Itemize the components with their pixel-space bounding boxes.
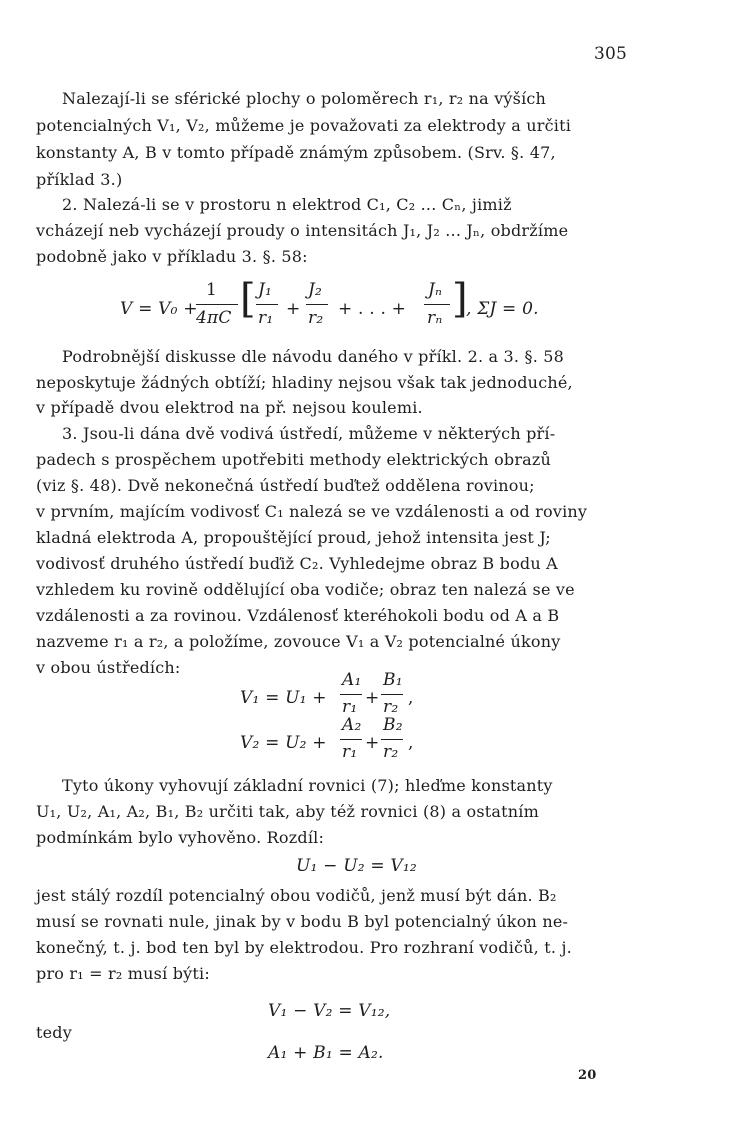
- eq-text: 4πC: [196, 308, 232, 328]
- text-line: potencialných V₁, V₂, můžeme je považovati za elektrody a určiti: [36, 116, 572, 135]
- text-line: Podrobnější diskusse dle návodu daného v příkl. 2. a 3. §. 58: [62, 347, 565, 366]
- eq-text: V₁ = U₁ +: [240, 688, 327, 708]
- eq-text: 1: [206, 280, 218, 300]
- text-line: konečný, t. j. bod ten byl by elektrodou. Pro rozhraní vodičů, t. j.: [36, 938, 572, 957]
- text-line: vcházejí neb vycházejí proudy o intensitách J₁, J₂ ... Jₙ, obdržíme: [36, 221, 569, 240]
- fraction-bar: [196, 304, 238, 305]
- text-line: musí se rovnati nule, jinak by v bodu B byl potencialný úkon ne-: [36, 912, 569, 931]
- text-line: podmínkám bylo vyhověno. Rozdíl:: [36, 828, 325, 847]
- bracket-right: ]: [452, 276, 468, 322]
- text-line: pro r₁ = r₂ musí býti:: [36, 964, 210, 983]
- equation-difference: U₁ − U₂ = V₁₂: [296, 856, 417, 876]
- eq-text: Jₙ: [428, 280, 443, 300]
- text-line: U₁, U₂, A₁, A₂, B₁, B₂ určiti tak, aby též rovnici (8) a ostatním: [36, 802, 539, 821]
- eq-text: J₂: [308, 280, 323, 300]
- fraction-bar: [340, 694, 362, 695]
- plus: +: [365, 733, 380, 753]
- fraction-bar: [306, 304, 328, 305]
- text-line: tedy: [36, 1023, 72, 1042]
- fraction-bar: [340, 739, 362, 740]
- signature-mark: 20: [578, 1068, 597, 1083]
- page-number: 305: [594, 44, 628, 64]
- eq-text: rₙ: [427, 308, 443, 328]
- eq-text: V = V₀ +: [120, 299, 198, 319]
- text-line: konstanty A, B v tomto případě známým způsobem. (Srv. §. 47,: [36, 143, 556, 162]
- eq-text: r₁: [342, 697, 358, 717]
- text-line: vzdálenosti a za rovinou. Vzdálenosť kteréhokoli bodu od A a B: [36, 606, 560, 625]
- eq-text: r₂: [383, 742, 399, 762]
- text-line: Tyto úkony vyhovují základní rovnici (7); hleďme konstanty: [62, 776, 553, 795]
- eq-text: B₁: [383, 670, 403, 690]
- text-line: v obou ústředích:: [36, 658, 181, 677]
- eq-text: + . . . +: [338, 299, 407, 319]
- text-line: vodivosť druhého ústředí buďiž C₂. Vyhledejme obraz B bodu A: [36, 554, 558, 573]
- text-line: v prvním, majícím vodivosť C₁ nalezá se ve vzdálenosti a od roviny: [36, 502, 588, 521]
- fraction-bar: [424, 304, 450, 305]
- text-line: padech s prospěchem upotřebiti methody elektrických obrazů: [36, 450, 552, 469]
- eq-text: A₁: [342, 670, 362, 690]
- eq-text: V₂ = U₂ +: [240, 733, 327, 753]
- text-line: 2. Nalezá-li se v prostoru n elektrod C₁, C₂ ... Cₙ, jimiž: [62, 195, 512, 214]
- eq-text: r₁: [258, 308, 274, 328]
- fraction-bar: [256, 304, 278, 305]
- eq-text: , ΣJ = 0.: [466, 299, 539, 319]
- comma: ,: [408, 733, 414, 753]
- text-line: příklad 3.): [36, 170, 123, 189]
- text-line: nazveme r₁ a r₂, a položíme, zovouce V₁ a V₂ potencialné úkony: [36, 632, 561, 651]
- equation-boundary-1: V₁ − V₂ = V₁₂,: [268, 1001, 391, 1021]
- plus: +: [365, 688, 380, 708]
- text-line: jest stálý rozdíl potencialný obou vodičů, jenž musí být dán. B₂: [36, 886, 557, 905]
- eq-text: B₂: [383, 715, 403, 735]
- comma: ,: [408, 688, 414, 708]
- text-line: Nalezají-li se sférické plochy o poloměrech r₁, r₂ na výších: [62, 89, 547, 108]
- text-line: neposkytuje žádných obtíží; hladiny nejsou však tak jednoduché,: [36, 373, 573, 392]
- bracket-left: [: [240, 276, 256, 322]
- text-line: (viz §. 48). Dvě nekonečná ústředí buďtež oddělena rovinou;: [36, 476, 535, 495]
- eq-text: A₂: [342, 715, 362, 735]
- eq-text: r₂: [383, 697, 399, 717]
- equation-v2: [240, 715, 460, 765]
- equation-boundary-2: A₁ + B₁ = A₂.: [268, 1043, 384, 1063]
- text-line: podobně jako v příkladu 3. §. 58:: [36, 247, 308, 266]
- eq-text: r₁: [342, 742, 358, 762]
- text-line: vzhledem ku rovině oddělující oba vodiče; obraz ten nalezá se ve: [36, 580, 575, 599]
- text-line: 3. Jsou-li dána dvě vodivá ústředí, můžeme v některých pří-: [62, 424, 556, 443]
- equation-potential: [120, 276, 590, 340]
- eq-text: J₁: [258, 280, 273, 300]
- text-line: v případě dvou elektrod na př. nejsou koulemi.: [36, 398, 423, 417]
- fraction-bar: [381, 739, 403, 740]
- eq-text: r₂: [308, 308, 324, 328]
- equation-v1: [240, 670, 460, 720]
- plus: +: [286, 299, 301, 319]
- text-line: kladná elektroda A, propouštějící proud, jehož intensita jest J;: [36, 528, 551, 547]
- fraction-bar: [381, 694, 403, 695]
